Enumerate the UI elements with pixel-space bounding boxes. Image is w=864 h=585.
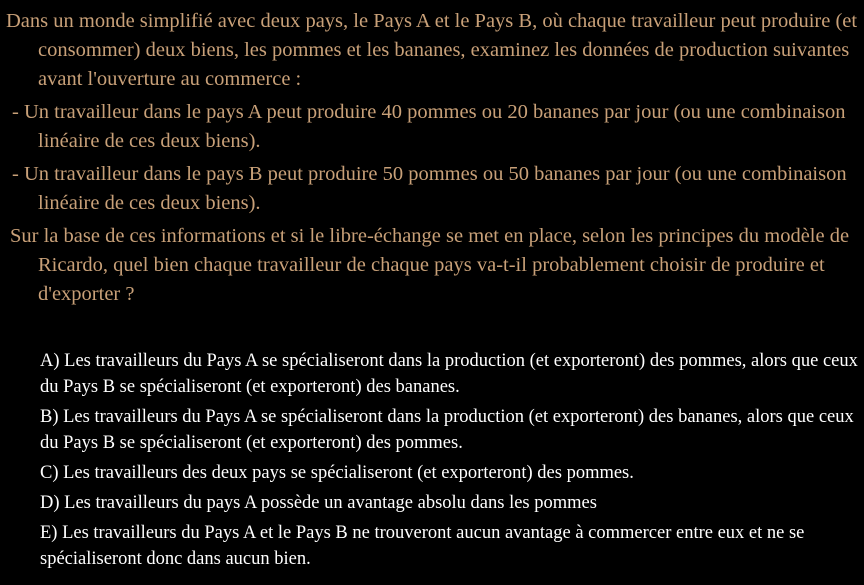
option-c[interactable]: C) Les travailleurs des deux pays se spécialiseront (et exporteront) des pommes. (40, 463, 634, 483)
option-b[interactable]: B) Les travailleurs du Pays A se spécialiseront dans la production (et exporteront) des bananes, alors que ceux du Pays B se spécialiseront (et exporteront) des pommes. (40, 407, 854, 453)
option-e[interactable]: E) Les travailleurs du Pays A et le Pays B ne trouveront aucun avantage à commercer entre eux et ne se spécialiseront donc dans aucun bien. (40, 523, 805, 569)
answer-options (40, 348, 858, 576)
question-block (6, 7, 858, 313)
option-d[interactable]: D) Les travailleurs du pays A possède un avantage absolu dans les pommes (40, 493, 597, 513)
question-prompt: Sur la base de ces informations et si le libre-échange se met en place, selon les principes du modèle de Ricardo, quel bien chaque travailleur de chaque pays va-t-il probablement choisir de produire et d'exporter ? (10, 225, 850, 305)
country-a-data: - Un travailleur dans le pays A peut produire 40 pommes ou 20 bananes par jour (ou une combinaison linéaire de ces deux biens). (12, 101, 846, 152)
question-intro: Dans un monde simplifié avec deux pays, le Pays A et le Pays B, où chaque travailleur peut produire (et consommer) deux biens, les pommes et les bananes, examinez les données de production suivantes avant l'ouverture au commerce : (6, 10, 858, 90)
country-b-data: - Un travailleur dans le pays B peut produire 50 pommes ou 50 bananes par jour (ou une combinaison linéaire de ces deux biens). (12, 163, 847, 214)
option-a[interactable]: A) Les travailleurs du Pays A se spécialiseront dans la production (et exporteront) des pommes, alors que ceux du Pays B se spécialiseront (et exporteront) des bananes. (40, 351, 858, 397)
